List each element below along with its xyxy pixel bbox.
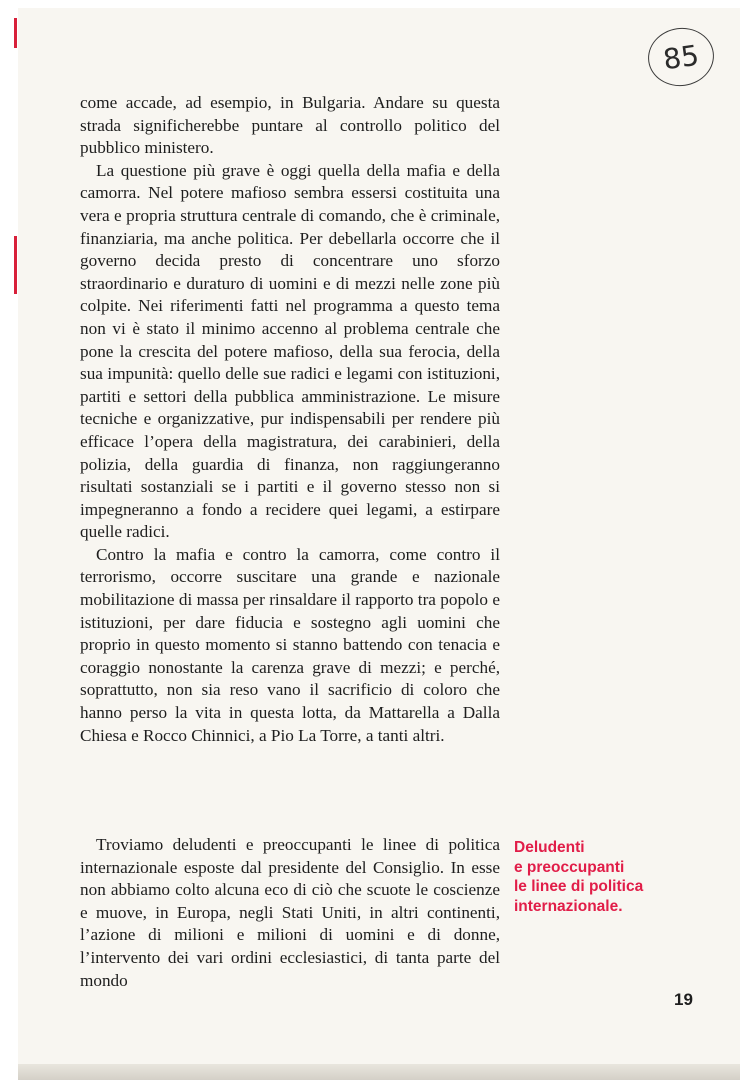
margin-heading-line: le linee di politica [514, 878, 644, 895]
margin-heading-line: internazionale. [514, 897, 623, 915]
margin-heading [514, 838, 714, 916]
paragraph: La questione più grave è oggi quella della mafia e della camorra. Nel potere mafioso sembra essersi costituita una vera e propria struttura centrale di comando, che è criminale, finanziaria, ma anche politica. Per debellarla occorre che il governo decida presto di concentrare uno sforzo straordinario e duraturo di uomini e di mezzi nelle zone più colpite. Nei riferimenti fatti nel programma a questo tema non vi è stato il minimo accenno al problema centrale che pone la crescita del potere mafioso, della sua ferocia, della sua impunità: quello delle sue radici e legami con istituzioni, partiti e settori della pubblica amministrazione. Le misure tecniche e organizzative, pur indispensabili per rendere più efficace l’opera della magistratura, dei carabinieri, della polizia, della guardia di finanza, non raggiungeranno risultati sostanziali se i partiti e il governo stesso non si impegneranno a fondo a recidere quei legami, a estirpare quelle radici. [80, 160, 500, 542]
margin-heading-line: e preoccupanti [514, 858, 625, 876]
page-bottom-edge [18, 1064, 740, 1080]
paragraph: Contro la mafia e contro la camorra, come contro il terrorismo, occorre suscitare una grande e nazionale mobilitazione di massa per rinsaldare il rapporto tra popolo e istituzioni, per dare fiducia e sostegno agli uomini che proprio in questo momento si stanno battendo con tenacia e coraggio nonostante la carenza grave di mezzi; e perché, soprattutto, non sia reso vano il sacrificio di coloro che hanno perso la vita in questa lotta, da Mattarella a Dalla Chiesa e Rocco Chinnici, a Pio La Torre, a tanti altri. [80, 544, 500, 745]
text-column-upper [80, 92, 500, 747]
margin-mark [14, 18, 17, 48]
binding-edge [0, 0, 18, 1080]
stamp-number: 85 [661, 38, 701, 76]
text-column-lower [80, 834, 500, 992]
paragraph: Troviamo deludenti e preoccupanti le linee di politica internazionale esposte dal presidente del Consiglio. In esse non abbiamo colto alcuna eco di ciò che scuote le coscienze e muove, in Europa, negli Stati Uniti, in altri continenti, l’azione di milioni e milioni di uomini e di donne, l’intervento dei vari ordini ecclesiastici, di tanta parte del mondo [80, 835, 500, 990]
margin-heading-line: Deludenti [514, 839, 585, 856]
margin-mark [14, 236, 17, 294]
page-number: 19 [674, 990, 693, 1009]
paragraph: come accade, ad esempio, in Bulgaria. Andare su questa strada significherebbe puntare al controllo politico del pubblico ministero. [80, 93, 500, 158]
